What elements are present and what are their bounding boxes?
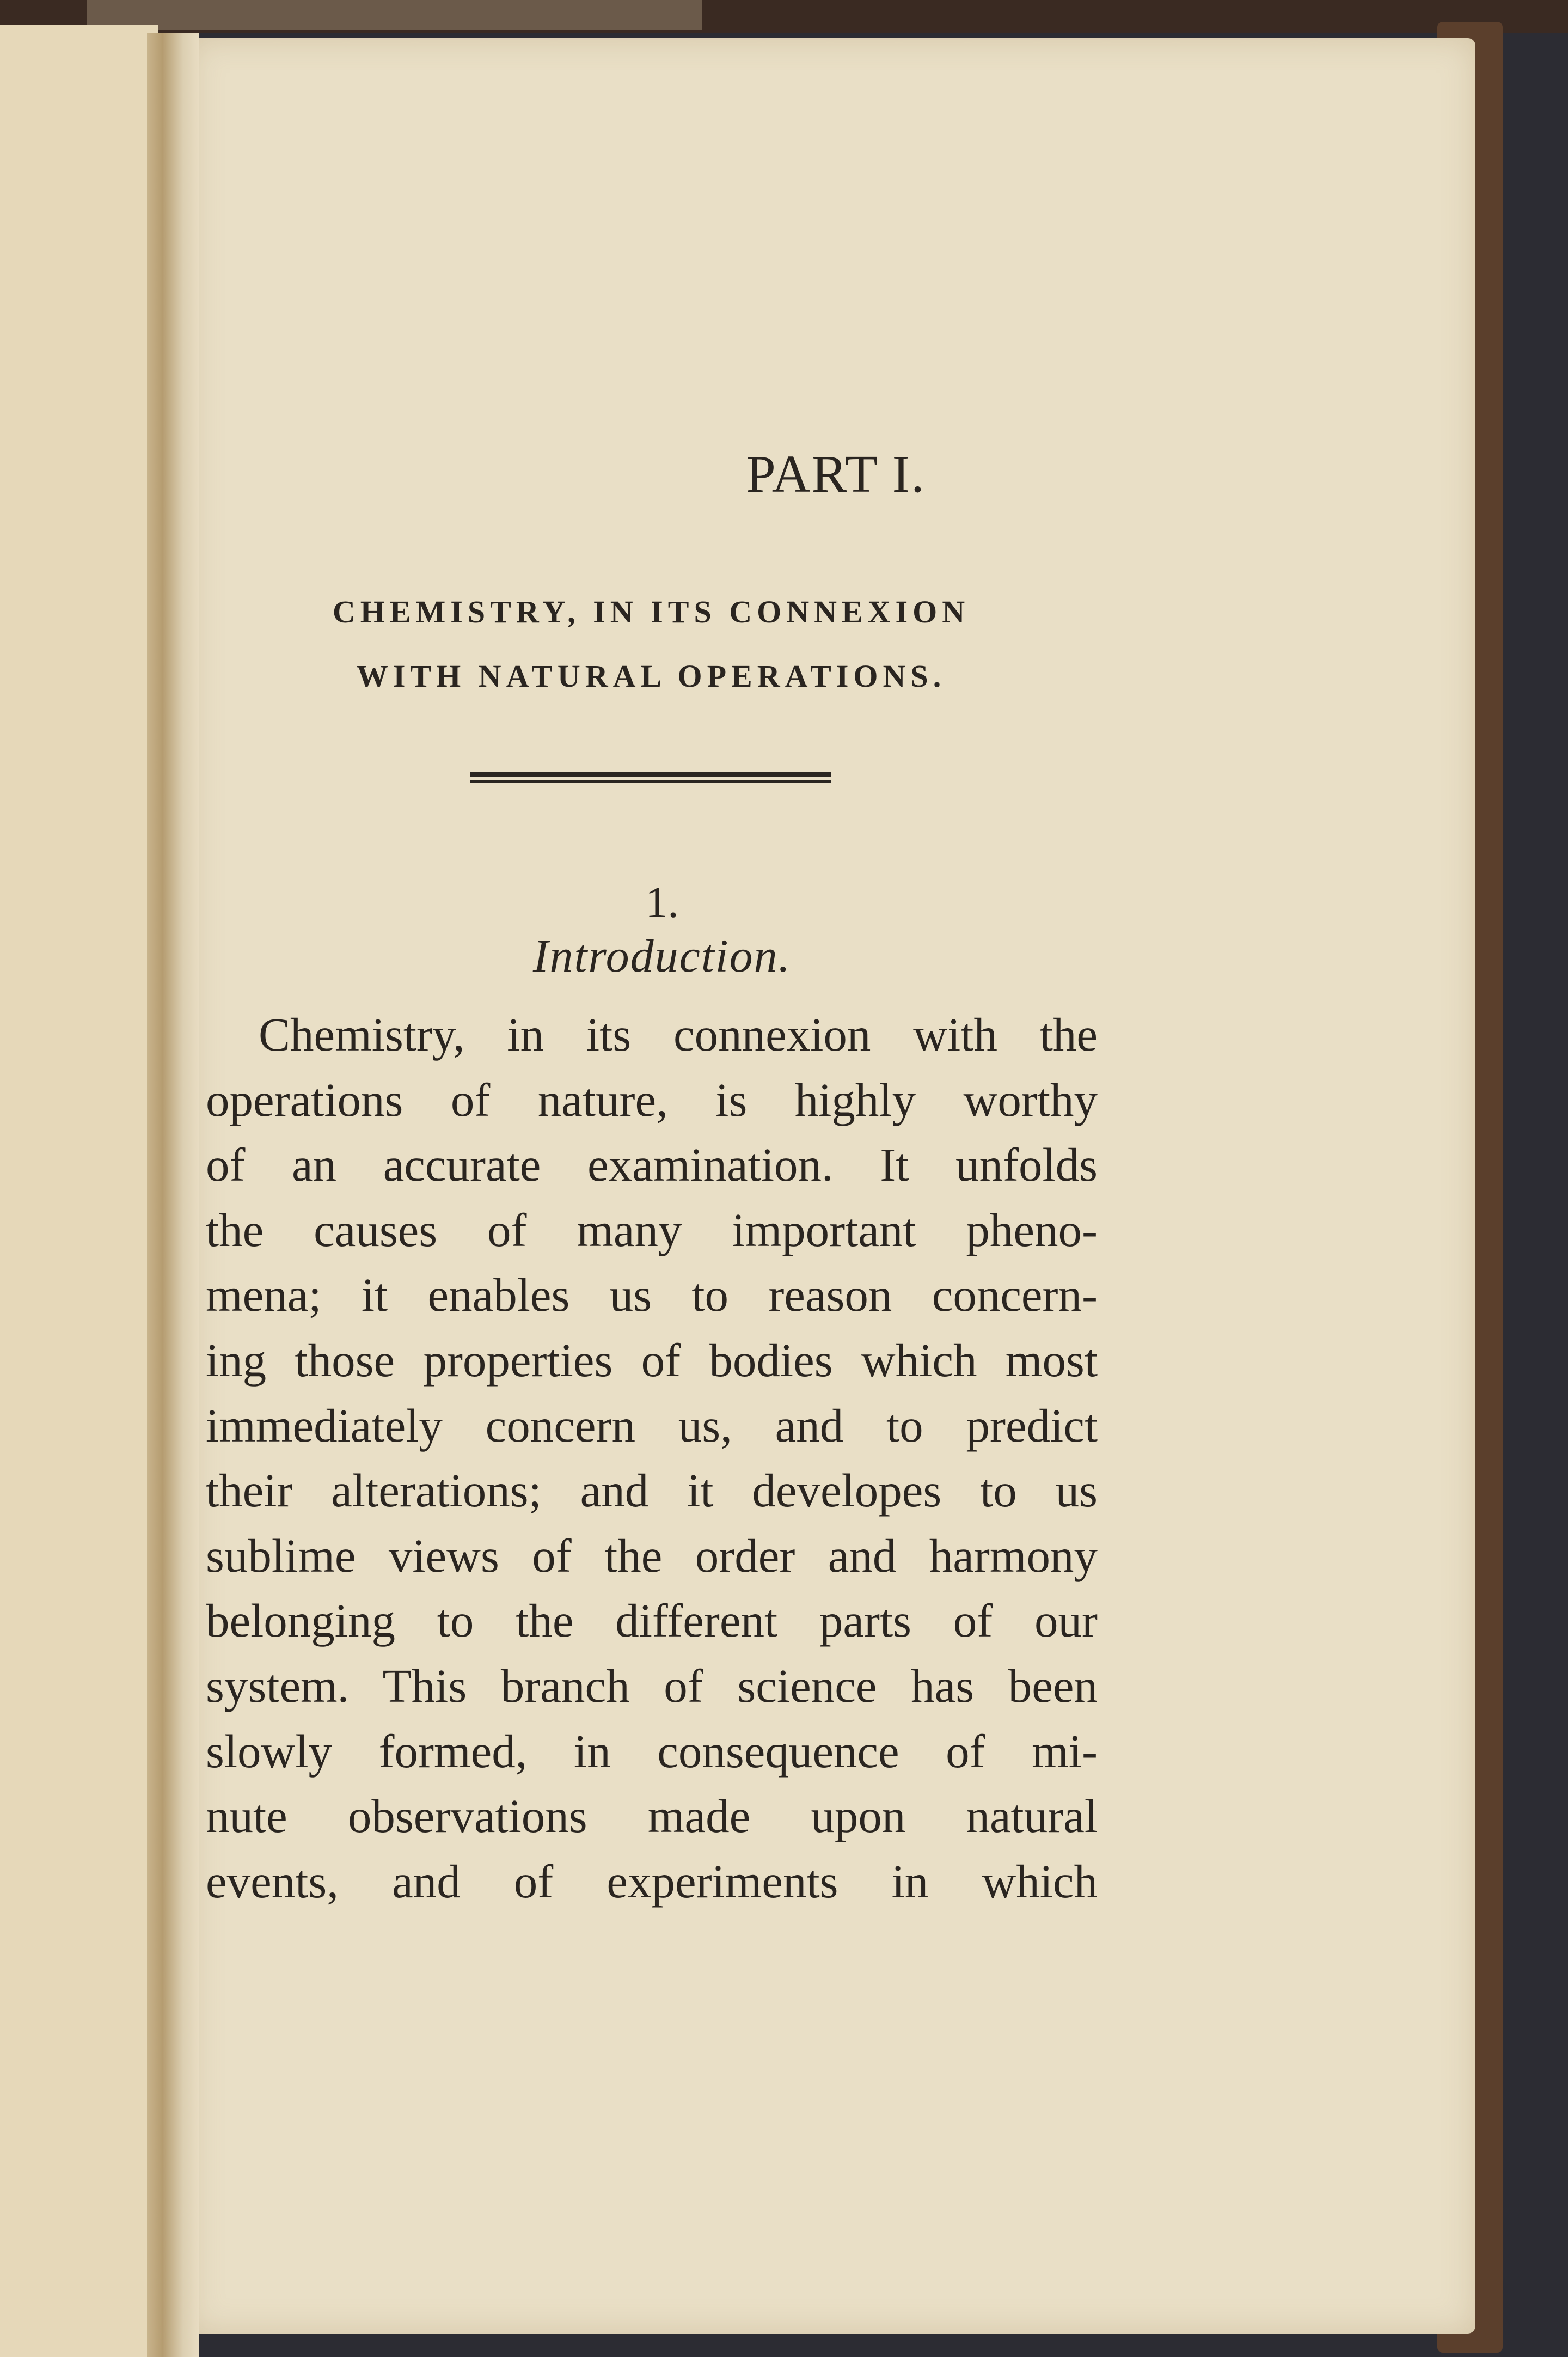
text-line: ing those properties of bodies which most [206, 1333, 1098, 1387]
text-line: events, and of experiments in which [206, 1854, 1098, 1908]
text-line: nute observations made upon natural [206, 1790, 1098, 1843]
body-text [206, 1002, 1098, 1914]
subtitle-line-2: WITH NATURAL OPERATIONS. [356, 658, 946, 694]
section-title: Introduction. [532, 930, 792, 982]
tape-strip [87, 0, 702, 30]
text-line: system. This branch of science has been [206, 1659, 1098, 1712]
text-line: of an accurate examination. It unfolds [206, 1138, 1098, 1192]
part-title: PART I. [746, 445, 926, 504]
text-line: immediately concern us, and to predict [206, 1399, 1098, 1452]
text-line: Chemistry, in its connexion with the [259, 1008, 1098, 1061]
subtitle-line-1: CHEMISTRY, IN ITS CONNEXION [332, 594, 970, 630]
text-line: the causes of many important pheno- [206, 1203, 1098, 1256]
text-line: their alterations; and it developes to us [206, 1464, 1098, 1517]
text-line: operations of nature, is highly worthy [206, 1073, 1098, 1126]
divider-rule-thin [470, 780, 831, 783]
book-top-edge [0, 0, 1568, 33]
divider-rule-thick [470, 772, 831, 777]
text-line: mena; it enables us to reason concern- [206, 1268, 1098, 1322]
text-line: belonging to the different parts of our [206, 1594, 1098, 1647]
text-line: slowly formed, in consequence of mi- [206, 1724, 1098, 1778]
left-page [0, 25, 158, 2357]
book-gutter [147, 33, 199, 2357]
text-line: sublime views of the order and harmony [206, 1529, 1098, 1582]
section-number: 1. [645, 877, 679, 927]
